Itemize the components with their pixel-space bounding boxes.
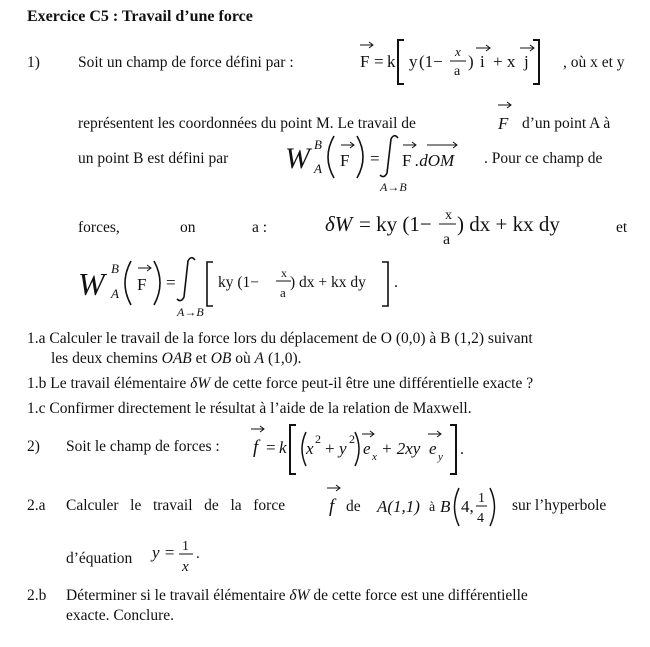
F-symbol: F xyxy=(360,52,370,71)
svg-text:= ky (1−: = ky (1− xyxy=(359,212,432,236)
svg-text:y =: y = xyxy=(152,543,176,562)
svg-text:k: k xyxy=(387,52,396,71)
svg-text:.: . xyxy=(196,546,200,562)
svg-text:): ) xyxy=(468,52,474,71)
point-A-to-B-formula xyxy=(322,478,507,536)
svg-text:) dx + kx dy: ) dx + kx dy xyxy=(457,212,560,236)
force-field-formula xyxy=(340,38,560,88)
svg-text:à: à xyxy=(429,500,436,515)
svg-text:x: x xyxy=(281,266,287,280)
q2-number: 2) xyxy=(27,438,40,455)
q1b-line: 1.b Le travail élémentaire δW de cette force peut-il être une différentielle exacte ? xyxy=(27,375,534,392)
svg-text:B: B xyxy=(440,497,451,516)
q1-line3-tail: . Pour ce champ de xyxy=(484,150,603,167)
svg-text:W: W xyxy=(78,266,105,302)
q2b-number: 2.b xyxy=(27,587,47,604)
svg-text:F: F xyxy=(498,114,509,133)
svg-text:j: j xyxy=(524,52,529,71)
svg-text:x: x xyxy=(182,559,189,575)
svg-text:B: B xyxy=(111,261,119,276)
q1-line4-et: et xyxy=(616,219,628,236)
svg-text:4,: 4, xyxy=(461,497,474,516)
svg-text:A: A xyxy=(111,286,119,301)
svg-text:de: de xyxy=(346,498,361,515)
q1-line2: représentent les coordonnées du point M. Le travail de xyxy=(78,115,416,132)
svg-text:a: a xyxy=(443,231,451,248)
svg-text:ky (1−: ky (1− xyxy=(218,274,260,291)
svg-text:=: = xyxy=(266,438,276,457)
svg-text:x: x xyxy=(445,208,452,223)
svg-text:=: = xyxy=(370,149,380,168)
q1a-line1: 1.a Calculer le travail de la force lors du déplacement de O (0,0) à B (1,2) suivant xyxy=(27,330,533,347)
svg-text:f: f xyxy=(329,496,335,517)
svg-text:A→B: A→B xyxy=(380,180,407,194)
work-integral-formula xyxy=(78,250,418,320)
svg-text:.: . xyxy=(460,441,464,458)
svg-text:4: 4 xyxy=(477,511,484,526)
q2a-tail: sur l’hyperbole xyxy=(512,497,607,514)
svg-text:a: a xyxy=(280,285,286,300)
q1-line2-tail: d’un point A à xyxy=(522,115,611,132)
q1-line1-tail: , où x et y xyxy=(563,54,625,71)
q1a-line2: les deux chemins OAB et OB où A (1,0). xyxy=(51,350,302,367)
svg-text:B: B xyxy=(314,137,322,152)
q1-line4-a: a : xyxy=(252,219,268,236)
svg-text:f: f xyxy=(253,437,259,458)
svg-text:.dOM: .dOM xyxy=(415,151,455,170)
svg-text:A(1,1): A(1,1) xyxy=(377,497,420,516)
svg-text:.: . xyxy=(394,274,398,291)
svg-text:x: x xyxy=(455,44,461,59)
svg-text:F: F xyxy=(402,151,412,170)
svg-text:1: 1 xyxy=(182,539,189,554)
q1-number: 1) xyxy=(27,54,40,71)
svg-text:e: e xyxy=(429,439,437,458)
svg-text:W: W xyxy=(285,142,310,175)
q2b-line2: exacte. Conclure. xyxy=(66,607,175,624)
svg-text:F: F xyxy=(340,151,350,170)
hyperbola-equation xyxy=(150,536,210,586)
svg-text:1: 1 xyxy=(478,491,485,506)
q2-text: Soit le champ de forces : xyxy=(66,438,220,455)
svg-text:A: A xyxy=(314,161,322,176)
svg-text:e: e xyxy=(363,439,371,458)
work-definition-formula xyxy=(282,133,482,195)
svg-text:x: x xyxy=(306,439,314,458)
force-field-f-formula xyxy=(248,420,478,478)
q1-line1: Soit un champ de force défini par : xyxy=(78,54,294,71)
F-vector-inline xyxy=(495,100,515,135)
svg-text:2: 2 xyxy=(349,432,355,446)
svg-text:(1−: (1− xyxy=(419,52,443,71)
svg-text:+: + xyxy=(325,439,335,458)
q1c-line: 1.c Confirmer directement le résultat à l’aide de la relation de Maxwell. xyxy=(27,400,472,417)
svg-text:=: = xyxy=(374,52,384,71)
svg-text:+ x: + x xyxy=(493,52,516,71)
svg-text:+ 2xy: + 2xy xyxy=(381,439,421,458)
svg-text:δW: δW xyxy=(325,212,353,236)
svg-text:A→B: A→B xyxy=(177,305,204,319)
q1-line4-forces: forces, xyxy=(78,219,120,236)
elementary-work-formula xyxy=(325,200,575,255)
svg-text:a: a xyxy=(454,64,461,79)
svg-text:y: y xyxy=(438,451,443,463)
q2a-number: 2.a xyxy=(27,497,46,514)
q2b-line1: Déterminer si le travail élémentaire δW de cette force est une différentielle xyxy=(66,587,528,604)
svg-text:x: x xyxy=(372,451,377,463)
exercise-title: Exercice C5 : Travail d’une force xyxy=(27,8,253,25)
q1-line4-on: on xyxy=(180,219,196,236)
svg-text:=: = xyxy=(166,273,176,292)
svg-text:i: i xyxy=(480,52,485,71)
q1-line3-head: un point B est défini par xyxy=(78,150,229,167)
svg-text:F: F xyxy=(137,275,147,294)
q2a-text: Calculer le travail de la force xyxy=(66,497,286,514)
svg-text:2: 2 xyxy=(315,432,321,446)
svg-text:y: y xyxy=(409,52,418,71)
svg-text:) dx + kx dy: ) dx + kx dy xyxy=(290,274,366,291)
q2a-line2: d’équation xyxy=(66,550,133,567)
svg-text:y: y xyxy=(339,439,347,458)
svg-text:k: k xyxy=(279,438,287,457)
